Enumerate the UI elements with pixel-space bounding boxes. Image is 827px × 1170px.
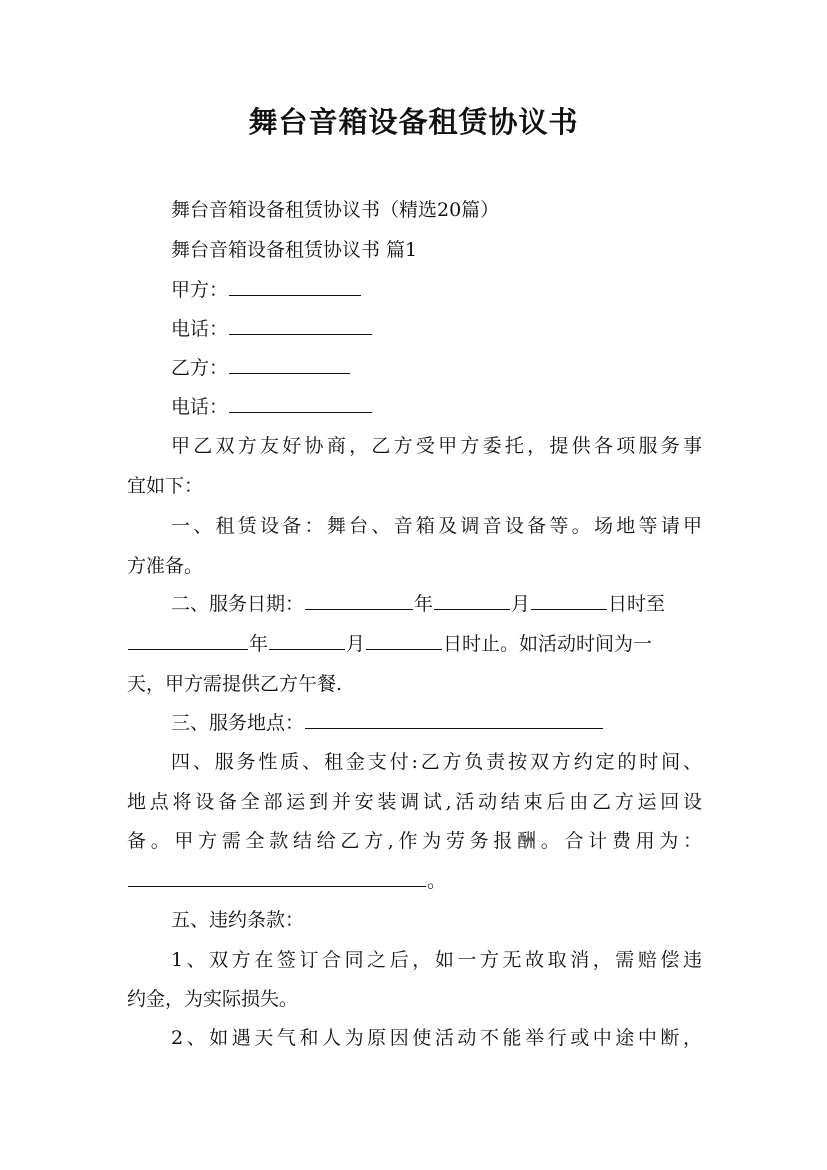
item2-line-1 <box>127 584 702 624</box>
clause1-line-1: 1、双方在签订合同之后，如一方无故取消，需赔偿违 <box>171 949 702 971</box>
phone-a-line <box>127 309 702 349</box>
item3-line <box>127 703 702 743</box>
item1-line-2: 方准备。 <box>127 555 204 577</box>
party-a-blank <box>229 279 361 296</box>
start-month-label: 月 <box>511 593 531 615</box>
start-year-blank <box>305 593 413 610</box>
phone-b-blank <box>229 396 372 413</box>
item4-line-1: 四、服务性质、租金支付:乙方负责按双方约定的时间、 <box>171 751 702 773</box>
section-heading: 舞台音箱设备租赁协议书 篇1 <box>171 239 418 261</box>
clause2-line-1: 2、如遇天气和人为原因使活动不能举行或中途中断， <box>171 1027 702 1049</box>
end-month-label: 月 <box>346 633 366 655</box>
phone-b-line <box>127 387 702 427</box>
phone-a-label: 电话： <box>171 318 229 340</box>
end-day-blank <box>366 633 442 650</box>
item2-label: 二、服务日期： <box>171 593 305 615</box>
clause1-line-2: 约金，为实际损失。 <box>127 988 299 1010</box>
intro-line-2: 宜如下： <box>127 475 204 497</box>
item5-heading: 五、违约条款： <box>171 909 305 931</box>
party-b-line <box>127 348 702 388</box>
item4-line-2: 地点将设备全部运到并安装调试,活动结束后由乙方运回设 <box>127 791 702 813</box>
item4-line-4 <box>127 861 702 901</box>
item4-end-mark: 。 <box>427 870 447 892</box>
item2-line-2 <box>127 624 702 664</box>
start-year-label: 年 <box>414 593 434 615</box>
start-day-blank <box>531 593 607 610</box>
party-a-label: 甲方： <box>171 279 229 301</box>
end-year-label: 年 <box>249 633 269 655</box>
location-blank <box>305 712 603 729</box>
start-month-blank <box>434 593 510 610</box>
item3-label: 三、服务地点： <box>171 712 305 734</box>
item1-line-1: 一、租赁设备：舞台、音箱及调音设备等。场地等请甲 <box>171 515 702 537</box>
party-b-label: 乙方： <box>171 357 229 379</box>
phone-a-blank <box>229 318 372 335</box>
phone-b-label: 电话： <box>171 396 229 418</box>
item4-line-3: 备。甲方需全款结给乙方,作为劳务报酬。合计费用为： <box>127 830 702 852</box>
party-a-line <box>127 270 702 310</box>
end-year-blank <box>128 633 248 650</box>
total-fee-blank <box>128 870 426 887</box>
item2-line-3: 天，甲方需提供乙方午餐. <box>127 673 343 695</box>
intro-line-1: 甲乙双方友好协商，乙方受甲方委托，提供各项服务事 <box>171 435 702 457</box>
party-b-blank <box>229 357 350 374</box>
document-title: 舞台音箱设备租赁协议书 <box>248 105 579 139</box>
end-month-blank <box>269 633 345 650</box>
subtitle: 舞台音箱设备租赁协议书（精选20篇） <box>171 199 500 221</box>
end-day-text: 日时止。如活动时间为一 <box>443 633 653 655</box>
start-day-label: 日时至 <box>608 593 666 615</box>
